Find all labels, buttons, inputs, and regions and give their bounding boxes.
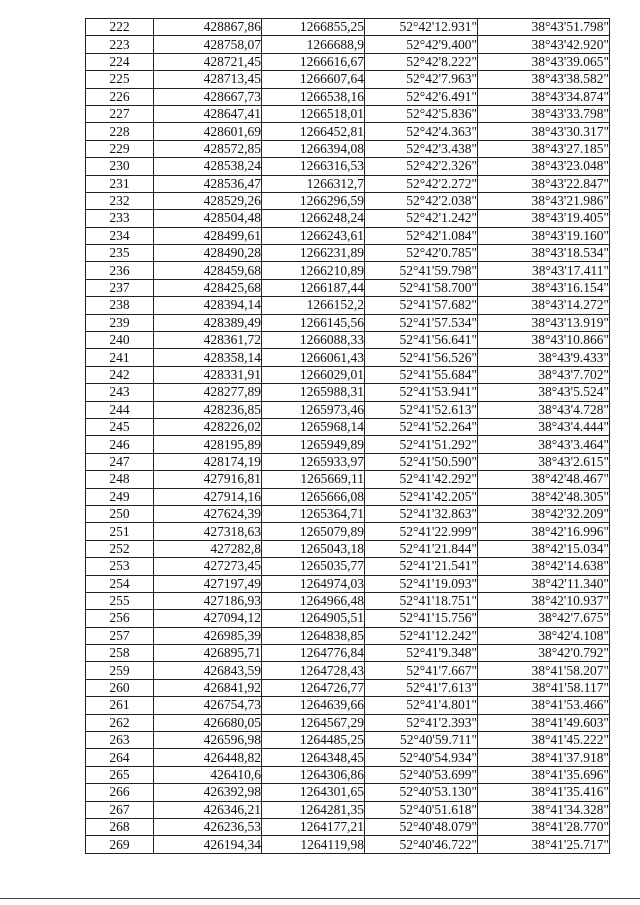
- latitude-cell: 52°41'50.590": [365, 453, 478, 470]
- table-row: [86, 53, 610, 70]
- y-coordinate-cell: 1265968,14: [262, 418, 365, 435]
- longitude-cell: 38°43'13.919": [478, 314, 610, 331]
- longitude-cell: 38°42'48.305": [478, 488, 610, 505]
- x-coordinate-cell: 428331,91: [154, 366, 262, 383]
- longitude-cell: 38°41'58.117": [478, 679, 610, 696]
- y-coordinate-cell: 1265666,08: [262, 488, 365, 505]
- y-coordinate-cell: 1266152,2: [262, 297, 365, 314]
- table-row: [86, 262, 610, 279]
- x-coordinate-cell: 428236,85: [154, 401, 262, 418]
- latitude-cell: 52°40'53.130": [365, 784, 478, 801]
- y-coordinate-cell: 1266248,24: [262, 210, 365, 227]
- longitude-cell: 38°43'18.534": [478, 245, 610, 262]
- table-row: [86, 71, 610, 88]
- x-coordinate-cell: 426346,21: [154, 801, 262, 818]
- point-number-cell: 261: [86, 697, 154, 714]
- latitude-cell: 52°40'59.711": [365, 732, 478, 749]
- x-coordinate-cell: 427624,39: [154, 505, 262, 522]
- longitude-cell: 38°41'58.207": [478, 662, 610, 679]
- coordinates-table: [85, 18, 610, 854]
- x-coordinate-cell: 428504,48: [154, 210, 262, 227]
- point-number-cell: 258: [86, 645, 154, 662]
- table-row: [86, 575, 610, 592]
- longitude-cell: 38°41'53.466": [478, 697, 610, 714]
- point-number-cell: 224: [86, 53, 154, 70]
- latitude-cell: 52°42'2.326": [365, 158, 478, 175]
- latitude-cell: 52°41'56.641": [365, 332, 478, 349]
- longitude-cell: 38°43'42.920": [478, 36, 610, 53]
- point-number-cell: 252: [86, 540, 154, 557]
- table-row: [86, 140, 610, 157]
- latitude-cell: 52°41'59.798": [365, 262, 478, 279]
- latitude-cell: 52°40'46.722": [365, 836, 478, 853]
- latitude-cell: 52°41'22.999": [365, 523, 478, 540]
- point-number-cell: 237: [86, 279, 154, 296]
- longitude-cell: 38°43'4.444": [478, 418, 610, 435]
- table-row: [86, 592, 610, 609]
- longitude-cell: 38°43'30.317": [478, 123, 610, 140]
- latitude-cell: 52°41'32.863": [365, 505, 478, 522]
- latitude-cell: 52°42'0.785": [365, 245, 478, 262]
- point-number-cell: 245: [86, 418, 154, 435]
- y-coordinate-cell: 1264838,85: [262, 627, 365, 644]
- longitude-cell: 38°41'37.918": [478, 749, 610, 766]
- point-number-cell: 235: [86, 245, 154, 262]
- latitude-cell: 52°41'58.700": [365, 279, 478, 296]
- point-number-cell: 263: [86, 732, 154, 749]
- table-row: [86, 818, 610, 835]
- table-row: [86, 679, 610, 696]
- point-number-cell: 243: [86, 384, 154, 401]
- table-row: [86, 19, 610, 36]
- longitude-cell: 38°43'19.160": [478, 227, 610, 244]
- latitude-cell: 52°41'19.093": [365, 575, 478, 592]
- y-coordinate-cell: 1266210,89: [262, 262, 365, 279]
- table-row: [86, 749, 610, 766]
- y-coordinate-cell: 1266518,01: [262, 105, 365, 122]
- x-coordinate-cell: 426680,05: [154, 714, 262, 731]
- y-coordinate-cell: 1264974,03: [262, 575, 365, 592]
- y-coordinate-cell: 1264306,86: [262, 766, 365, 783]
- longitude-cell: 38°42'10.937": [478, 592, 610, 609]
- table-row: [86, 384, 610, 401]
- point-number-cell: 227: [86, 105, 154, 122]
- y-coordinate-cell: 1266452,81: [262, 123, 365, 140]
- latitude-cell: 52°41'9.348": [365, 645, 478, 662]
- x-coordinate-cell: 428713,45: [154, 71, 262, 88]
- x-coordinate-cell: 428647,41: [154, 105, 262, 122]
- point-number-cell: 255: [86, 592, 154, 609]
- table-row: [86, 558, 610, 575]
- latitude-cell: 52°41'56.526": [365, 349, 478, 366]
- x-coordinate-cell: 427318,63: [154, 523, 262, 540]
- x-coordinate-cell: 427916,81: [154, 471, 262, 488]
- x-coordinate-cell: 426841,92: [154, 679, 262, 696]
- table-row: [86, 645, 610, 662]
- y-coordinate-cell: 1265079,89: [262, 523, 365, 540]
- y-coordinate-cell: 1265043,18: [262, 540, 365, 557]
- y-coordinate-cell: 1264776,84: [262, 645, 365, 662]
- latitude-cell: 52°42'7.963": [365, 71, 478, 88]
- longitude-cell: 38°43'34.874": [478, 88, 610, 105]
- longitude-cell: 38°43'5.524": [478, 384, 610, 401]
- point-number-cell: 269: [86, 836, 154, 853]
- x-coordinate-cell: 427273,45: [154, 558, 262, 575]
- longitude-cell: 38°43'51.798": [478, 19, 610, 36]
- latitude-cell: 52°42'9.400": [365, 36, 478, 53]
- x-coordinate-cell: 428459,68: [154, 262, 262, 279]
- latitude-cell: 52°42'2.272": [365, 175, 478, 192]
- table-row: [86, 123, 610, 140]
- latitude-cell: 52°41'42.292": [365, 471, 478, 488]
- latitude-cell: 52°41'57.534": [365, 314, 478, 331]
- y-coordinate-cell: 1266243,61: [262, 227, 365, 244]
- latitude-cell: 52°42'1.242": [365, 210, 478, 227]
- x-coordinate-cell: 428572,85: [154, 140, 262, 157]
- x-coordinate-cell: 428195,89: [154, 436, 262, 453]
- longitude-cell: 38°43'16.154": [478, 279, 610, 296]
- point-number-cell: 239: [86, 314, 154, 331]
- x-coordinate-cell: 428361,72: [154, 332, 262, 349]
- x-coordinate-cell: 428529,26: [154, 192, 262, 209]
- longitude-cell: 38°43'9.433": [478, 349, 610, 366]
- table-row: [86, 610, 610, 627]
- point-number-cell: 222: [86, 19, 154, 36]
- latitude-cell: 52°41'55.684": [365, 366, 478, 383]
- y-coordinate-cell: 1265933,97: [262, 453, 365, 470]
- point-number-cell: 233: [86, 210, 154, 227]
- table-row: [86, 88, 610, 105]
- x-coordinate-cell: 426754,73: [154, 697, 262, 714]
- y-coordinate-cell: 1265669,11: [262, 471, 365, 488]
- table-row: [86, 697, 610, 714]
- x-coordinate-cell: 426410,6: [154, 766, 262, 783]
- y-coordinate-cell: 1266394,08: [262, 140, 365, 157]
- latitude-cell: 52°41'52.613": [365, 401, 478, 418]
- point-number-cell: 253: [86, 558, 154, 575]
- latitude-cell: 52°41'52.264": [365, 418, 478, 435]
- longitude-cell: 38°41'35.416": [478, 784, 610, 801]
- point-number-cell: 232: [86, 192, 154, 209]
- longitude-cell: 38°41'28.770": [478, 818, 610, 835]
- longitude-cell: 38°41'35.696": [478, 766, 610, 783]
- x-coordinate-cell: 426448,82: [154, 749, 262, 766]
- point-number-cell: 231: [86, 175, 154, 192]
- point-number-cell: 246: [86, 436, 154, 453]
- longitude-cell: 38°41'49.603": [478, 714, 610, 731]
- page-bottom-rule: [0, 898, 640, 899]
- latitude-cell: 52°42'12.931": [365, 19, 478, 36]
- longitude-cell: 38°41'34.328": [478, 801, 610, 818]
- table-row: [86, 227, 610, 244]
- table-row: [86, 836, 610, 853]
- table-row: [86, 175, 610, 192]
- latitude-cell: 52°41'42.205": [365, 488, 478, 505]
- y-coordinate-cell: 1265364,71: [262, 505, 365, 522]
- latitude-cell: 52°41'7.613": [365, 679, 478, 696]
- point-number-cell: 230: [86, 158, 154, 175]
- y-coordinate-cell: 1264726,77: [262, 679, 365, 696]
- x-coordinate-cell: 426194,34: [154, 836, 262, 853]
- longitude-cell: 38°43'17.411": [478, 262, 610, 279]
- x-coordinate-cell: 428667,73: [154, 88, 262, 105]
- longitude-cell: 38°43'19.405": [478, 210, 610, 227]
- longitude-cell: 38°42'15.034": [478, 540, 610, 557]
- x-coordinate-cell: 426596,98: [154, 732, 262, 749]
- latitude-cell: 52°41'51.292": [365, 436, 478, 453]
- y-coordinate-cell: 1266029,01: [262, 366, 365, 383]
- y-coordinate-cell: 1266688,9: [262, 36, 365, 53]
- latitude-cell: 52°41'53.941": [365, 384, 478, 401]
- latitude-cell: 52°40'53.699": [365, 766, 478, 783]
- x-coordinate-cell: 428758,07: [154, 36, 262, 53]
- table-row: [86, 732, 610, 749]
- latitude-cell: 52°41'21.844": [365, 540, 478, 557]
- longitude-cell: 38°43'39.065": [478, 53, 610, 70]
- point-number-cell: 251: [86, 523, 154, 540]
- latitude-cell: 52°42'3.438": [365, 140, 478, 157]
- x-coordinate-cell: 427282,8: [154, 540, 262, 557]
- longitude-cell: 38°42'14.638": [478, 558, 610, 575]
- y-coordinate-cell: 1266316,53: [262, 158, 365, 175]
- x-coordinate-cell: 426392,98: [154, 784, 262, 801]
- latitude-cell: 52°41'21.541": [365, 558, 478, 575]
- longitude-cell: 38°43'22.847": [478, 175, 610, 192]
- y-coordinate-cell: 1264348,45: [262, 749, 365, 766]
- y-coordinate-cell: 1266061,43: [262, 349, 365, 366]
- longitude-cell: 38°43'23.048": [478, 158, 610, 175]
- longitude-cell: 38°43'33.798": [478, 105, 610, 122]
- table-row: [86, 158, 610, 175]
- longitude-cell: 38°41'45.222": [478, 732, 610, 749]
- y-coordinate-cell: 1265973,46: [262, 401, 365, 418]
- point-number-cell: 248: [86, 471, 154, 488]
- point-number-cell: 228: [86, 123, 154, 140]
- y-coordinate-cell: 1265949,89: [262, 436, 365, 453]
- table-row: [86, 488, 610, 505]
- x-coordinate-cell: 428394,14: [154, 297, 262, 314]
- point-number-cell: 234: [86, 227, 154, 244]
- point-number-cell: 241: [86, 349, 154, 366]
- y-coordinate-cell: 1264728,43: [262, 662, 365, 679]
- point-number-cell: 244: [86, 401, 154, 418]
- point-number-cell: 225: [86, 71, 154, 88]
- point-number-cell: 260: [86, 679, 154, 696]
- table-row: [86, 801, 610, 818]
- longitude-cell: 38°42'4.108": [478, 627, 610, 644]
- table-row: [86, 784, 610, 801]
- table-row: [86, 279, 610, 296]
- latitude-cell: 52°40'51.618": [365, 801, 478, 818]
- table-row: [86, 523, 610, 540]
- latitude-cell: 52°41'15.756": [365, 610, 478, 627]
- point-number-cell: 266: [86, 784, 154, 801]
- x-coordinate-cell: 427197,49: [154, 575, 262, 592]
- latitude-cell: 52°42'2.038": [365, 192, 478, 209]
- x-coordinate-cell: 426236,53: [154, 818, 262, 835]
- y-coordinate-cell: 1264485,25: [262, 732, 365, 749]
- x-coordinate-cell: 428721,45: [154, 53, 262, 70]
- y-coordinate-cell: 1264301,65: [262, 784, 365, 801]
- table-row: [86, 210, 610, 227]
- longitude-cell: 38°43'3.464": [478, 436, 610, 453]
- y-coordinate-cell: 1266231,89: [262, 245, 365, 262]
- point-number-cell: 240: [86, 332, 154, 349]
- longitude-cell: 38°42'16.996": [478, 523, 610, 540]
- point-number-cell: 254: [86, 575, 154, 592]
- table-row: [86, 471, 610, 488]
- x-coordinate-cell: 426843,59: [154, 662, 262, 679]
- y-coordinate-cell: 1266312,7: [262, 175, 365, 192]
- latitude-cell: 52°42'1.084": [365, 227, 478, 244]
- latitude-cell: 52°41'18.751": [365, 592, 478, 609]
- table-row: [86, 332, 610, 349]
- coordinates-table-body: [86, 19, 610, 854]
- point-number-cell: 249: [86, 488, 154, 505]
- latitude-cell: 52°42'4.363": [365, 123, 478, 140]
- y-coordinate-cell: 1266538,16: [262, 88, 365, 105]
- y-coordinate-cell: 1265988,31: [262, 384, 365, 401]
- y-coordinate-cell: 1264567,29: [262, 714, 365, 731]
- x-coordinate-cell: 428601,69: [154, 123, 262, 140]
- table-row: [86, 349, 610, 366]
- y-coordinate-cell: 1266296,59: [262, 192, 365, 209]
- longitude-cell: 38°43'14.272": [478, 297, 610, 314]
- latitude-cell: 52°41'4.801": [365, 697, 478, 714]
- y-coordinate-cell: 1265035,77: [262, 558, 365, 575]
- longitude-cell: 38°43'21.986": [478, 192, 610, 209]
- point-number-cell: 259: [86, 662, 154, 679]
- latitude-cell: 52°41'2.393": [365, 714, 478, 731]
- point-number-cell: 229: [86, 140, 154, 157]
- table-row: [86, 105, 610, 122]
- table-row: [86, 505, 610, 522]
- x-coordinate-cell: 428277,89: [154, 384, 262, 401]
- longitude-cell: 38°42'7.675": [478, 610, 610, 627]
- point-number-cell: 265: [86, 766, 154, 783]
- longitude-cell: 38°42'48.467": [478, 471, 610, 488]
- longitude-cell: 38°43'38.582": [478, 71, 610, 88]
- x-coordinate-cell: 427094,12: [154, 610, 262, 627]
- point-number-cell: 262: [86, 714, 154, 731]
- longitude-cell: 38°42'32.209": [478, 505, 610, 522]
- y-coordinate-cell: 1266187,44: [262, 279, 365, 296]
- point-number-cell: 264: [86, 749, 154, 766]
- table-row: [86, 627, 610, 644]
- x-coordinate-cell: 428425,68: [154, 279, 262, 296]
- longitude-cell: 38°42'0.792": [478, 645, 610, 662]
- longitude-cell: 38°43'7.702": [478, 366, 610, 383]
- latitude-cell: 52°40'48.079": [365, 818, 478, 835]
- x-coordinate-cell: 428226,02: [154, 418, 262, 435]
- table-row: [86, 401, 610, 418]
- longitude-cell: 38°43'27.185": [478, 140, 610, 157]
- y-coordinate-cell: 1264177,21: [262, 818, 365, 835]
- table-row: [86, 192, 610, 209]
- x-coordinate-cell: 428490,28: [154, 245, 262, 262]
- latitude-cell: 52°42'6.491": [365, 88, 478, 105]
- point-number-cell: 238: [86, 297, 154, 314]
- y-coordinate-cell: 1264281,35: [262, 801, 365, 818]
- table-row: [86, 714, 610, 731]
- latitude-cell: 52°42'5.836": [365, 105, 478, 122]
- point-number-cell: 268: [86, 818, 154, 835]
- longitude-cell: 38°43'10.866": [478, 332, 610, 349]
- latitude-cell: 52°42'8.222": [365, 53, 478, 70]
- x-coordinate-cell: 426895,71: [154, 645, 262, 662]
- table-row: [86, 453, 610, 470]
- y-coordinate-cell: 1266145,56: [262, 314, 365, 331]
- x-coordinate-cell: 428867,86: [154, 19, 262, 36]
- point-number-cell: 223: [86, 36, 154, 53]
- table-row: [86, 662, 610, 679]
- y-coordinate-cell: 1264639,66: [262, 697, 365, 714]
- y-coordinate-cell: 1266088,33: [262, 332, 365, 349]
- longitude-cell: 38°41'25.717": [478, 836, 610, 853]
- point-number-cell: 226: [86, 88, 154, 105]
- x-coordinate-cell: 427186,93: [154, 592, 262, 609]
- x-coordinate-cell: 428389,49: [154, 314, 262, 331]
- longitude-cell: 38°42'11.340": [478, 575, 610, 592]
- latitude-cell: 52°41'57.682": [365, 297, 478, 314]
- table-row: [86, 540, 610, 557]
- table-row: [86, 366, 610, 383]
- y-coordinate-cell: 1264905,51: [262, 610, 365, 627]
- table-row: [86, 36, 610, 53]
- x-coordinate-cell: 428538,24: [154, 158, 262, 175]
- point-number-cell: 242: [86, 366, 154, 383]
- y-coordinate-cell: 1266607,64: [262, 71, 365, 88]
- point-number-cell: 247: [86, 453, 154, 470]
- y-coordinate-cell: 1266855,25: [262, 19, 365, 36]
- table-row: [86, 418, 610, 435]
- longitude-cell: 38°43'4.728": [478, 401, 610, 418]
- table-row: [86, 297, 610, 314]
- point-number-cell: 250: [86, 505, 154, 522]
- y-coordinate-cell: 1266616,67: [262, 53, 365, 70]
- point-number-cell: 267: [86, 801, 154, 818]
- point-number-cell: 256: [86, 610, 154, 627]
- latitude-cell: 52°41'7.667": [365, 662, 478, 679]
- y-coordinate-cell: 1264119,98: [262, 836, 365, 853]
- point-number-cell: 236: [86, 262, 154, 279]
- latitude-cell: 52°40'54.934": [365, 749, 478, 766]
- table-row: [86, 314, 610, 331]
- point-number-cell: 257: [86, 627, 154, 644]
- y-coordinate-cell: 1264966,48: [262, 592, 365, 609]
- x-coordinate-cell: 428536,47: [154, 175, 262, 192]
- x-coordinate-cell: 427914,16: [154, 488, 262, 505]
- table-row: [86, 436, 610, 453]
- x-coordinate-cell: 428174,19: [154, 453, 262, 470]
- longitude-cell: 38°43'2.615": [478, 453, 610, 470]
- table-row: [86, 245, 610, 262]
- x-coordinate-cell: 428499,61: [154, 227, 262, 244]
- table-row: [86, 766, 610, 783]
- x-coordinate-cell: 428358,14: [154, 349, 262, 366]
- latitude-cell: 52°41'12.242": [365, 627, 478, 644]
- x-coordinate-cell: 426985,39: [154, 627, 262, 644]
